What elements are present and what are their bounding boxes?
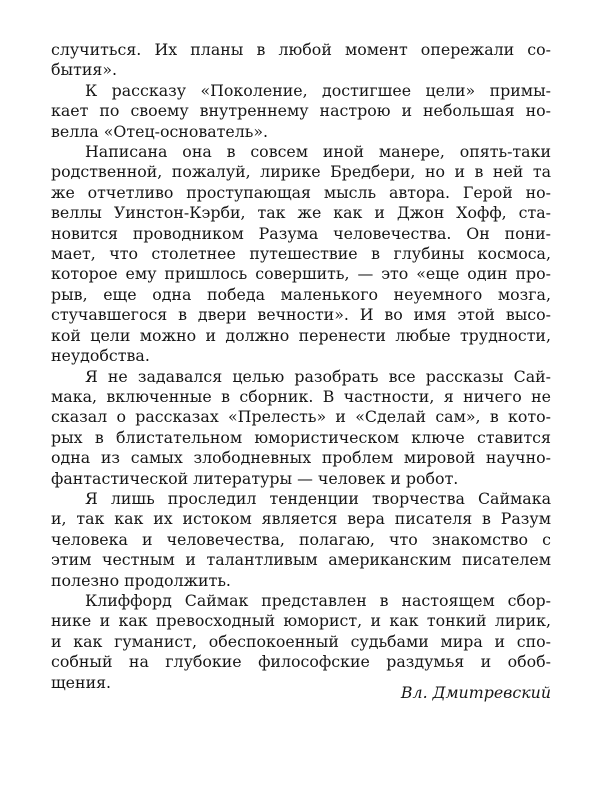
text-line: щения. [51, 672, 112, 692]
text-line: рыв, еще одна победа маленького неуемного мозга, [51, 284, 551, 304]
paragraph-3 [51, 142, 551, 366]
text-line: кой цели можно и должно перенести любые трудности, [51, 325, 551, 345]
author-signature: Вл. Дмитревский [400, 683, 551, 702]
text-line: стучавшегося в двери вечности». И во имя этой высо- [51, 305, 551, 325]
text-line: этим честным и талантливым американским писателем [51, 550, 551, 570]
text-line: Написана она в совсем иной манере, опять-таки [85, 142, 551, 162]
text-line: неудобства. [51, 346, 150, 366]
text-line: новится проводником Разума человечества. Он пони- [51, 223, 551, 243]
paragraph-1 [51, 40, 551, 81]
text-line: собный на глубокие философские раздумья и обоб- [51, 652, 551, 672]
text-line: Я не задавался целью разобрать все рассказы Сай- [85, 366, 551, 386]
text-line: бытия». [51, 60, 118, 80]
text-line: и как гуманист, обеспокоенный судьбами мира и спо- [51, 631, 551, 651]
article-text [51, 40, 551, 693]
text-line: Клиффорд Саймак представлен в настоящем сбор- [85, 590, 551, 610]
paragraph-5 [51, 489, 551, 591]
text-line: веллы Уинстон-Кэрби, так же как и Джон Хофф, ста- [51, 203, 551, 223]
text-line: которое ему пришлось совершить, — это «еще один про- [51, 264, 551, 284]
text-line: мает, что столетнее путешествие в глубины космоса, [51, 244, 551, 264]
text-line: Я лишь проследил тенденции творчества Саймака [85, 488, 551, 508]
text-line: сказал о рассказах «Прелесть» и «Сделай сам», в кото- [51, 407, 551, 427]
text-line: родственной, пожалуй, лирике Бредбери, но и в ней та [51, 162, 551, 182]
text-line: К рассказу «Поколение, достигшее цели» примы- [85, 80, 551, 100]
text-line: человека и человечества, полагаю, что знакомство с [51, 529, 551, 549]
text-line: кает по своему внутреннему настрою и небольшая но- [51, 101, 551, 121]
text-line: велла «Отец-основатель». [51, 121, 269, 141]
text-line: полезно продолжить. [51, 570, 231, 590]
text-line: и, так как их истоком является вера писателя в Разум [51, 509, 551, 529]
text-line: нике и как превосходный юморист, и как тонкий лирик, [51, 611, 551, 631]
paragraph-6 [51, 591, 551, 693]
text-line: мака, включенные в сборник. В частности, я ничего не [51, 386, 551, 406]
paragraph-4 [51, 367, 551, 489]
paragraph-2 [51, 81, 551, 142]
text-line: же отчетливо проступающая мысль автора. Герой но- [51, 182, 551, 202]
text-line: фантастической литературы — человек и робот. [51, 468, 459, 488]
text-line: одна из самых злободневных проблем мировой научно- [51, 448, 551, 468]
text-line: рых в блистательном юмористическом ключе ставится [51, 427, 551, 447]
text-line: случиться. Их планы в любой момент опережали со- [51, 40, 551, 59]
